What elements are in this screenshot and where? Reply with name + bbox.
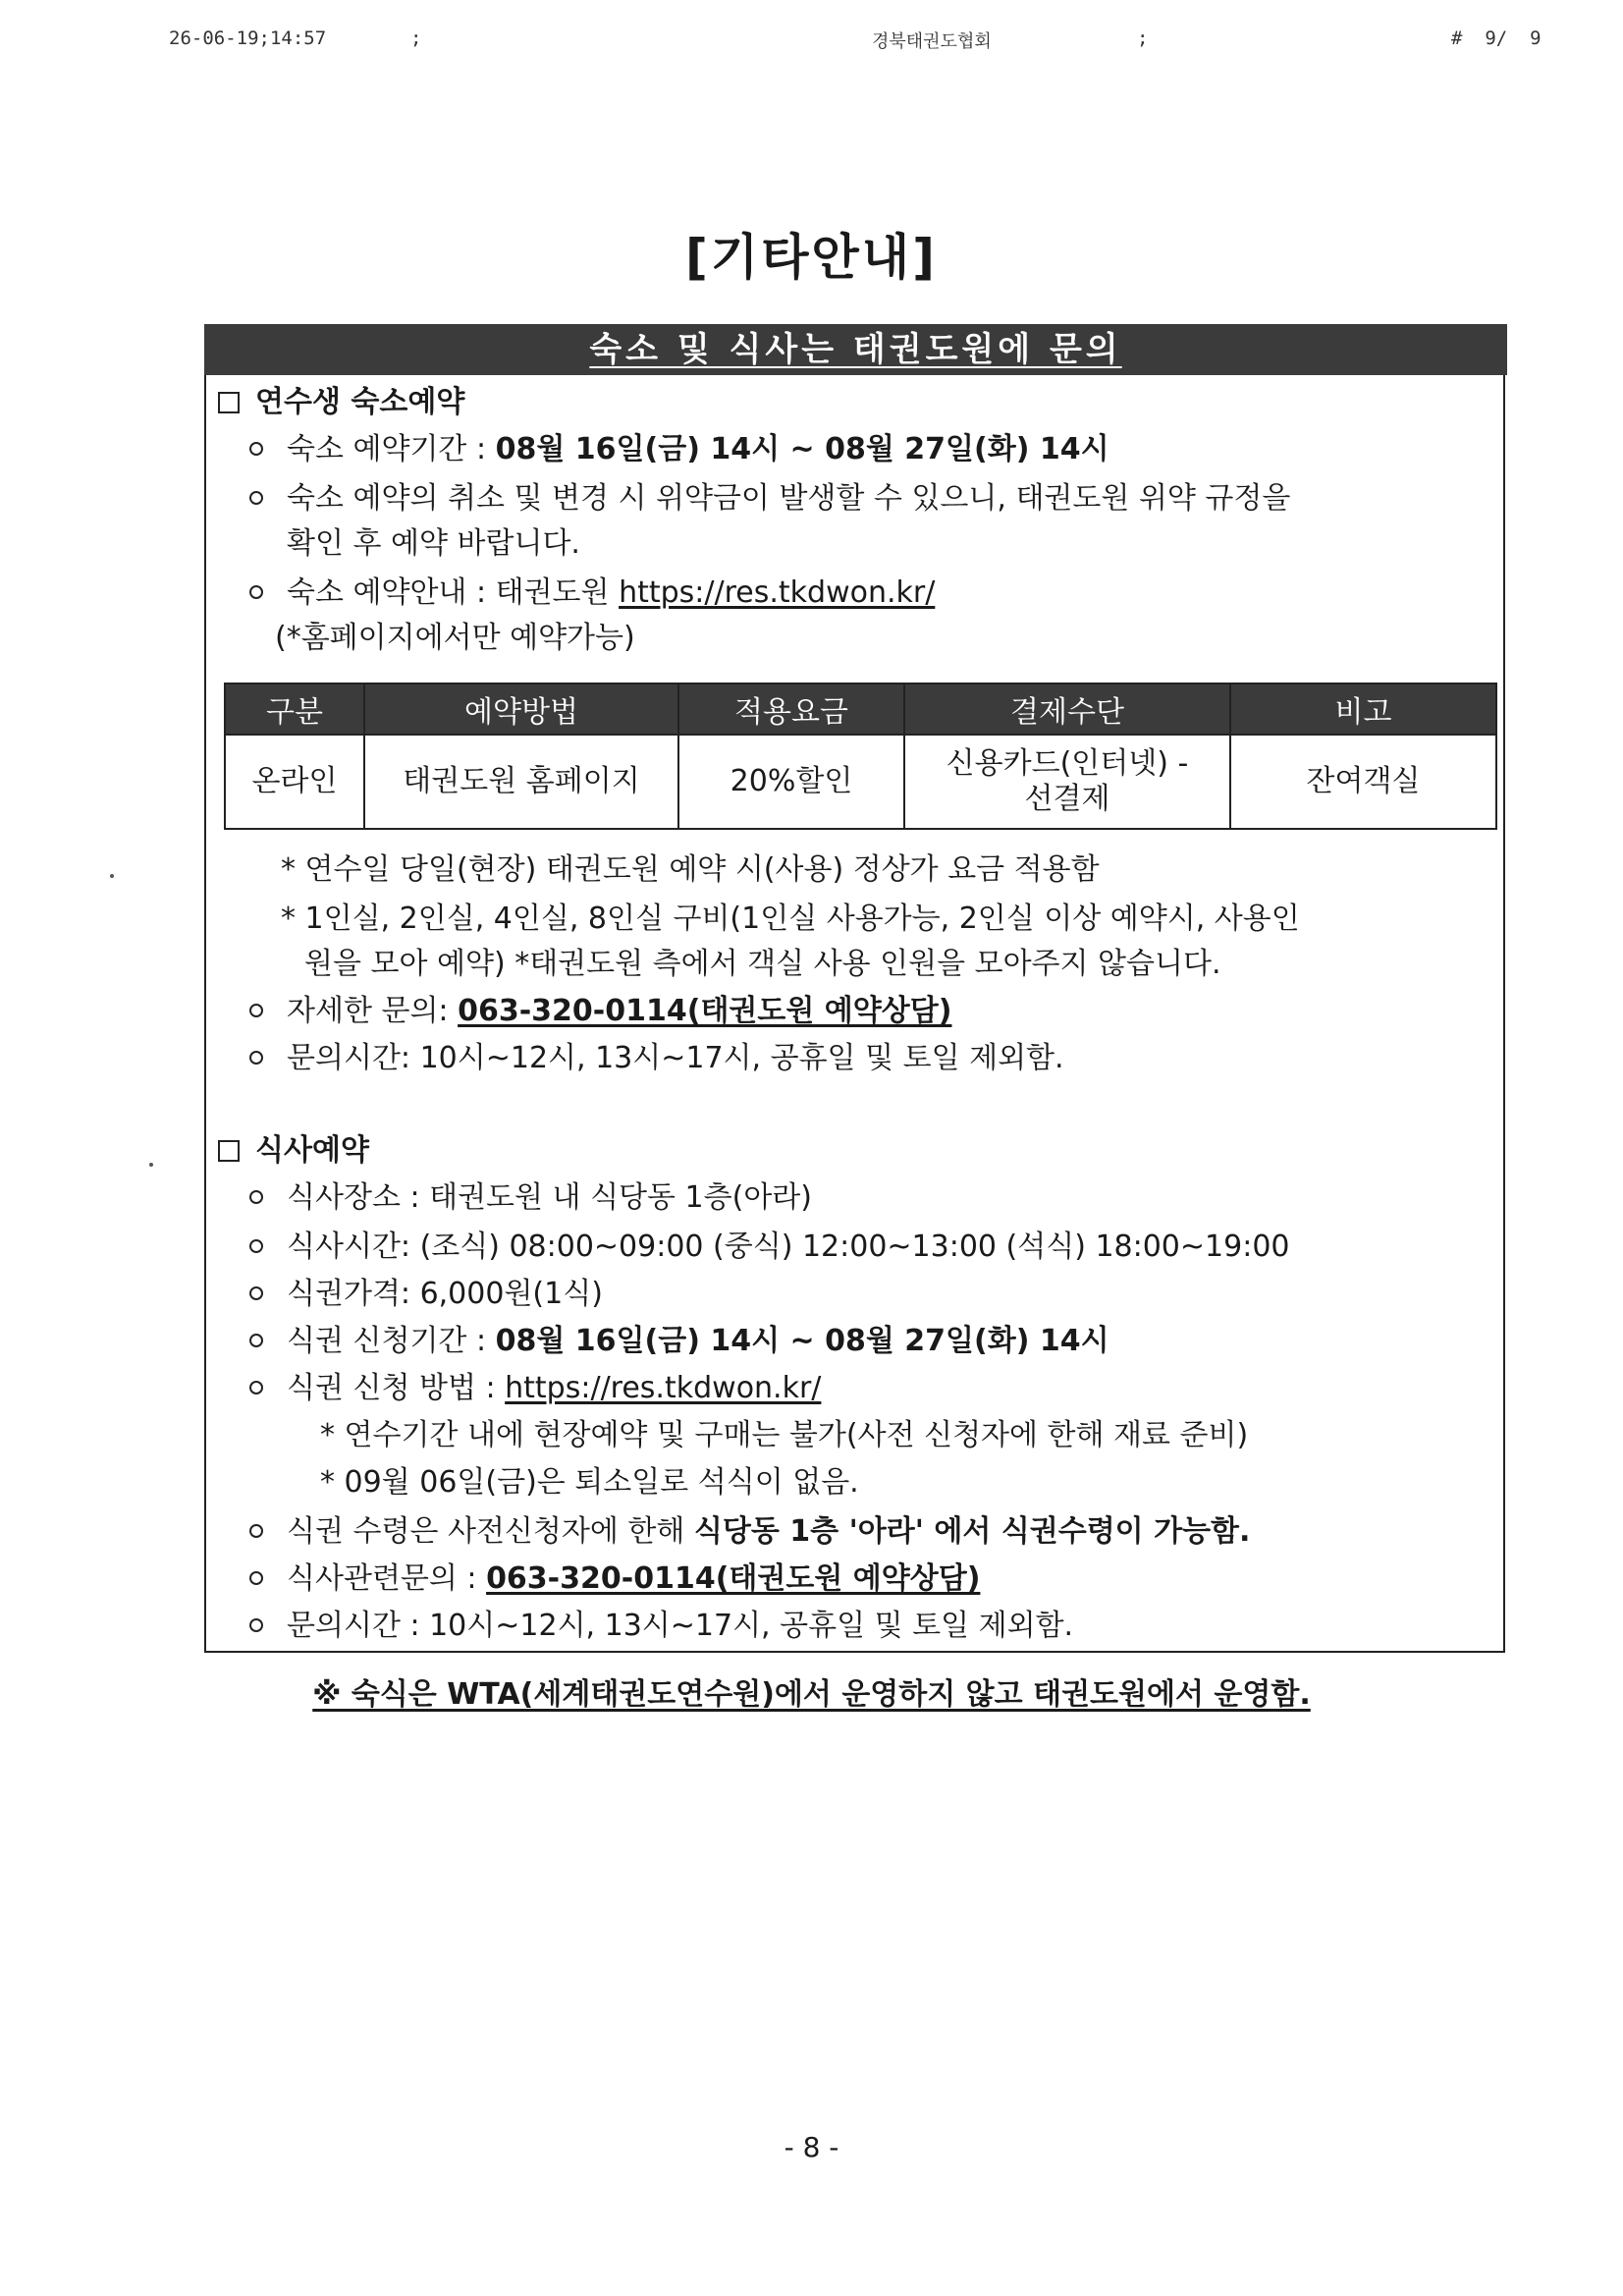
- table-cell: 신용카드(인터넷) - 선결제: [904, 735, 1230, 829]
- meal-time-text: 식사시간: (조식) 08:00~09:00 (중식) 12:00~13:00 (석식) 18:00~19:00: [287, 1230, 1290, 1264]
- meal-price-text: 식권가격: 6,000원(1식): [287, 1277, 603, 1311]
- meal-period: [249, 1322, 1109, 1361]
- table-header-cell: 적용요금: [678, 683, 904, 735]
- table-cell: 태권도원 홈페이지: [364, 735, 678, 829]
- meal-title-text: 식사예약: [255, 1133, 369, 1168]
- footer-note: ※ 숙식은 WTA(세계태권도연수원)에서 운영하지 않고 태권도원에서 운영함.: [312, 1677, 1311, 1712]
- bullet-icon: [249, 442, 263, 456]
- lodging-contact-label: 자세한 문의:: [287, 994, 459, 1028]
- info-box: [204, 324, 1505, 1653]
- page-title: [기타안내]: [685, 229, 938, 286]
- lodging-period-value: 08월 16일(금) 14시 ~ 08월 27일(화) 14시: [495, 432, 1109, 466]
- scan-speck: [149, 1163, 153, 1167]
- bullet-icon: [249, 1334, 263, 1347]
- table-header-cell: 비고: [1230, 683, 1496, 735]
- meal-method: [249, 1369, 821, 1408]
- fax-separator: ;: [1137, 27, 1149, 49]
- fax-header: [0, 27, 1623, 67]
- meal-receive-text: 식권 수령은 사전신청자에 한해: [287, 1514, 694, 1549]
- bullet-icon: [249, 1286, 263, 1300]
- lodging-hours-text: 문의시간: 10시~12시, 13시~17시, 공휴일 및 토일 제외함.: [287, 1041, 1064, 1075]
- table-header-cell: 구분: [225, 683, 364, 735]
- homepage-only-note: (*홈페이지에서만 예약가능): [275, 621, 635, 655]
- meal-hours-text: 문의시간 : 10시~12시, 13시~17시, 공휴일 및 토일 제외함.: [287, 1609, 1074, 1643]
- bullet-icon: [249, 1524, 263, 1538]
- page-number: - 8 -: [784, 2131, 839, 2163]
- table-cell: 잔여객실: [1230, 735, 1496, 829]
- meal-note-2: * 09월 06일(금)은 퇴소일로 석식이 없음.: [320, 1465, 859, 1500]
- meal-contact-value: 063-320-0114(태권도원 예약상담): [486, 1561, 981, 1596]
- lodging-period-label: 숙소 예약기간 :: [287, 432, 496, 466]
- checkbox-icon: [218, 1140, 240, 1162]
- lodging-cancel: [249, 479, 1290, 519]
- lodging-cancel-line1: 숙소 예약의 취소 및 변경 시 위약금이 발생할 수 있으니, 태권도원 위약 규정을: [287, 481, 1291, 516]
- meal-contact: [249, 1559, 980, 1599]
- lodging-cancel-line2: 확인 후 예약 바랍니다.: [287, 526, 580, 561]
- meal-receive-bold: 식당동 1층 '아라' 에서 식권수령이 가능함.: [693, 1514, 1251, 1549]
- fax-separator: ;: [410, 27, 422, 49]
- bullet-icon: [249, 1381, 263, 1394]
- lodging-contact: [249, 992, 951, 1031]
- meal-hours: [249, 1607, 1073, 1646]
- table-header-row: [225, 683, 1496, 735]
- lodging-note-1: * 연수일 당일(현장) 태권도원 예약 시(사용) 정상가 요금 적용함: [281, 852, 1100, 887]
- lodging-guide-label: 숙소 예약안내 : 태권도원: [287, 575, 620, 610]
- table-cell: 20%할인: [678, 735, 904, 829]
- checkbox-icon: [218, 392, 240, 413]
- bullet-icon: [249, 585, 263, 599]
- lodging-period: [249, 430, 1109, 469]
- table-header-cell: 예약방법: [364, 683, 678, 735]
- meal-price: [249, 1275, 603, 1314]
- lodging-guide-link[interactable]: https://res.tkdwon.kr/: [619, 575, 936, 610]
- lodging-hours: [249, 1039, 1064, 1078]
- meal-place: [249, 1178, 812, 1218]
- bullet-icon: [249, 1571, 263, 1585]
- meal-place-text: 식사장소 : 태권도원 내 식당동 1층(아라): [287, 1180, 812, 1215]
- table-row: [225, 735, 1496, 829]
- meal-period-label: 식권 신청기간 :: [287, 1324, 496, 1358]
- scan-speck: [110, 874, 114, 878]
- meal-note-1: * 연수기간 내에 현장예약 및 구매는 불가(사전 신청자에 한해 재료 준비): [320, 1418, 1249, 1452]
- bullet-icon: [249, 1239, 263, 1253]
- lodging-guide: [249, 574, 935, 613]
- table-header-cell: 결제수단: [904, 683, 1230, 735]
- meal-contact-label: 식사관련문의 :: [287, 1561, 487, 1596]
- fax-datetime: 26-06-19;14:57: [169, 27, 327, 49]
- bullet-icon: [249, 1618, 263, 1632]
- lodging-note-2-line1: * 1인실, 2인실, 4인실, 8인실 구비(1인실 사용가능, 2인실 이상 예약시, 사용인: [281, 902, 1300, 936]
- box-header-text: 숙소 및 식사는 태권도원에 문의: [589, 330, 1122, 369]
- meal-period-value: 08월 16일(금) 14시 ~ 08월 27일(화) 14시: [495, 1324, 1109, 1358]
- fax-organization: 경북태권도협회: [872, 31, 992, 52]
- meal-method-link[interactable]: https://res.tkdwon.kr/: [505, 1371, 822, 1405]
- table-cell: 온라인: [225, 735, 364, 829]
- box-header: [204, 324, 1507, 375]
- lodging-section-title: [218, 383, 464, 422]
- meal-receive: [249, 1512, 1250, 1552]
- meal-method-label: 식권 신청 방법 :: [287, 1371, 506, 1405]
- bullet-icon: [249, 1051, 263, 1065]
- lodging-title-text: 연수생 숙소예약: [255, 385, 465, 419]
- meal-time: [249, 1228, 1290, 1267]
- bullet-icon: [249, 491, 263, 505]
- lodging-note-2-line2: 원을 모아 예약) *태권도원 측에서 객실 사용 인원을 모아주지 않습니다.: [304, 947, 1221, 981]
- lodging-contact-value: 063-320-0114(태권도원 예약상담): [458, 994, 952, 1028]
- bullet-icon: [249, 1004, 263, 1017]
- meal-section-title: [218, 1131, 369, 1171]
- fax-page-count: # 9/ 9: [1451, 27, 1542, 49]
- lodging-price-table: [224, 683, 1497, 830]
- bullet-icon: [249, 1190, 263, 1204]
